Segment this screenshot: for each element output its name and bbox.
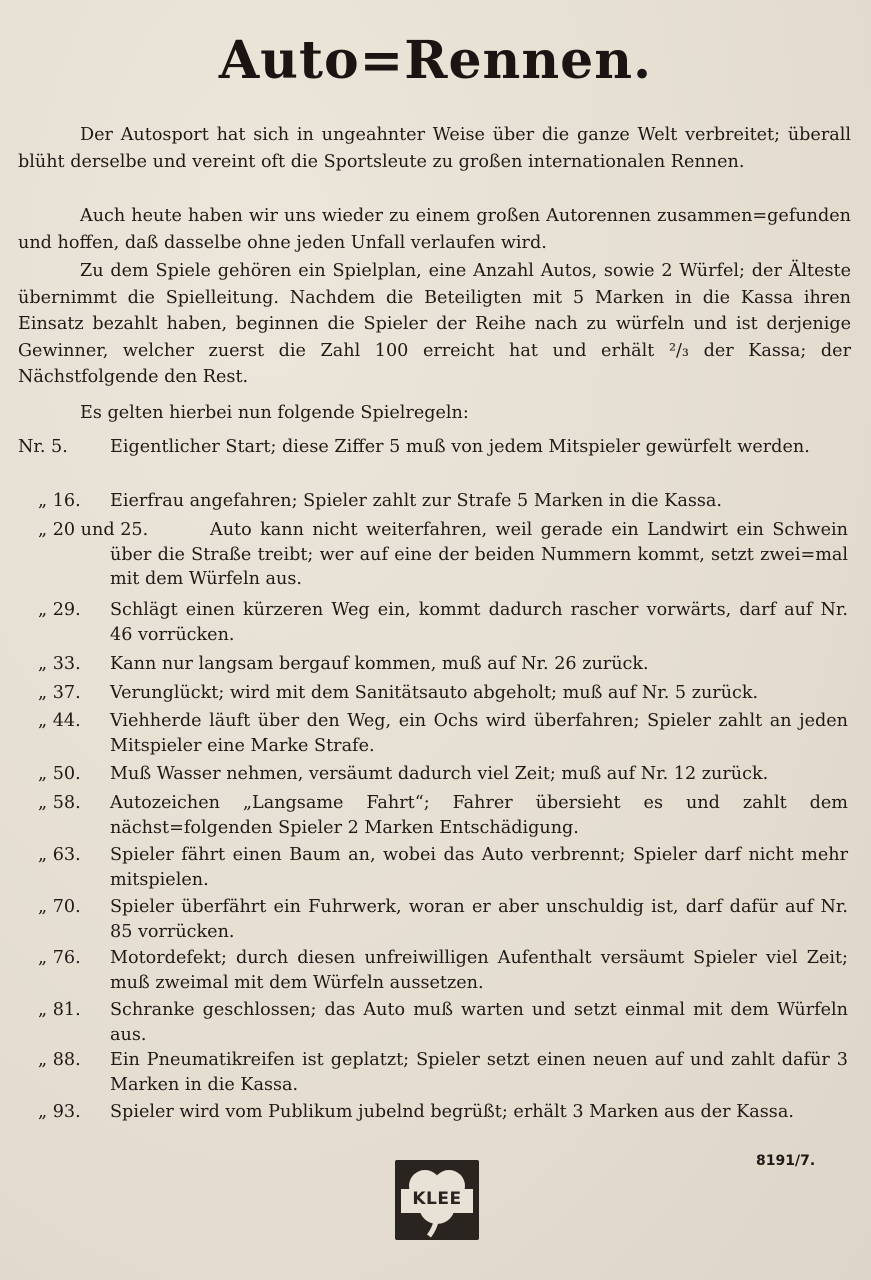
rule-number: „ 70. [38, 897, 81, 917]
rule-number: „ 58. [38, 793, 81, 813]
rule-number: „ 37. [38, 683, 81, 703]
logo-label: KLEE [412, 1189, 462, 1209]
rule-number: „ 33. [38, 654, 81, 674]
rule-text: Ein Pneumatikreifen ist geplatzt; Spieler setzt einen neuen auf und zahlt dafür 3 Marken in die Kassa. [110, 1050, 848, 1095]
rule-text: Spieler überfährt ein Fuhrwerk, woran er aber unschuldig ist, darf dafür auf Nr. 85 vorrücken. [110, 897, 848, 942]
rule-text: Eierfrau angefahren; Spieler zahlt zur Strafe 5 Marken in die Kassa. [110, 491, 722, 511]
rule-text: Verunglückt; wird mit dem Sanitätsauto abgeholt; muß auf Nr. 5 zurück. [110, 683, 759, 703]
rule-text: Eigentlicher Start; diese Ziffer 5 muß von jedem Mitspieler gewürfelt werden. [110, 437, 810, 457]
rule-number: „ 20 und 25. [38, 520, 149, 540]
rule-number: „ 81. [38, 1000, 81, 1020]
paragraph-intro-3: Zu dem Spiele gehören ein Spielplan, eine Anzahl Autos, sowie 2 Würfel; der Älteste übernimmt die Spielleitung. Nachdem die Beteiligten mit 5 Marken in die Kassa ihren Einsatz bezahlt haben, beginnen die Spieler der Reihe nach zu würfeln und ist derjenige Gewinner, welcher zuerst die Zahl 100 erreicht hat und erhält ²/₃ der Kassa; der Nächstfolgende den Rest. [18, 261, 851, 387]
rule-number: „ 76. [38, 948, 81, 968]
rule-text: Muß Wasser nehmen, versäumt dadurch viel Zeit; muß auf Nr. 12 zurück. [110, 764, 769, 784]
rule-number: „ 93. [38, 1102, 81, 1122]
rule-text: Kann nur langsam bergauf kommen, muß auf Nr. 26 zurück. [110, 654, 649, 674]
rule-number: „ 16. [38, 491, 81, 511]
rule-text: Viehherde läuft über den Weg, ein Ochs wird überfahren; Spieler zahlt an jeden Mitspieler eine Marke Strafe. [110, 711, 848, 756]
rule-number: „ 88. [38, 1050, 81, 1070]
rule-number: Nr. 5. [18, 437, 68, 457]
rule-text: Spieler wird vom Publikum jubelnd begrüßt; erhält 3 Marken aus der Kassa. [110, 1102, 794, 1122]
paragraph-intro-2: Auch heute haben wir uns wieder zu einem großen Autorennen zusammen=gefunden und hoffen, daß dasselbe ohne jeden Unfall verlaufen wird. [18, 206, 851, 253]
rule-text: Schlägt einen kürzeren Weg ein, kommt dadurch rascher vorwärts, darf auf Nr. 46 vorrücken. [110, 600, 848, 645]
paragraph-intro-1: Der Autosport hat sich in ungeahnter Weise über die ganze Welt verbreitet; überall blüht derselbe und vereint oft die Sportsleute zu großen internationalen Rennen. [18, 125, 851, 172]
rule-number: „ 29. [38, 600, 81, 620]
rule-text: Auto kann nicht weiterfahren, weil gerade ein Landwirt ein Schwein über die Straße treibt; wer auf eine der beiden Nummern kommt, setzt zwei=mal mit dem Würfeln aus. [110, 520, 848, 589]
rule-text: Autozeichen „Langsame Fahrt“; Fahrer übersieht es und zahlt dem nächst=folgenden Spieler 2 Marken Entschädigung. [110, 793, 848, 838]
rule-text: Schranke geschlossen; das Auto muß warten und setzt einmal mit dem Würfeln aus. [110, 1000, 848, 1045]
rules-heading: Es gelten hierbei nun folgende Spielregeln: [80, 403, 469, 423]
klee-logo [395, 1160, 479, 1240]
rule-text: Motordefekt; durch diesen unfreiwilligen Aufenthalt versäumt Spieler viel Zeit; muß zweimal mit dem Würfeln aussetzen. [110, 948, 848, 993]
rule-text: Spieler fährt einen Baum an, wobei das Auto verbrennt; Spieler darf nicht mehr mitspielen. [110, 845, 848, 890]
page-title: Auto=Rennen. [218, 30, 653, 91]
catalog-number: 8191/7. [756, 1153, 816, 1169]
rule-number: „ 63. [38, 845, 81, 865]
rule-number: „ 50. [38, 764, 81, 784]
rule-number: „ 44. [38, 711, 81, 731]
